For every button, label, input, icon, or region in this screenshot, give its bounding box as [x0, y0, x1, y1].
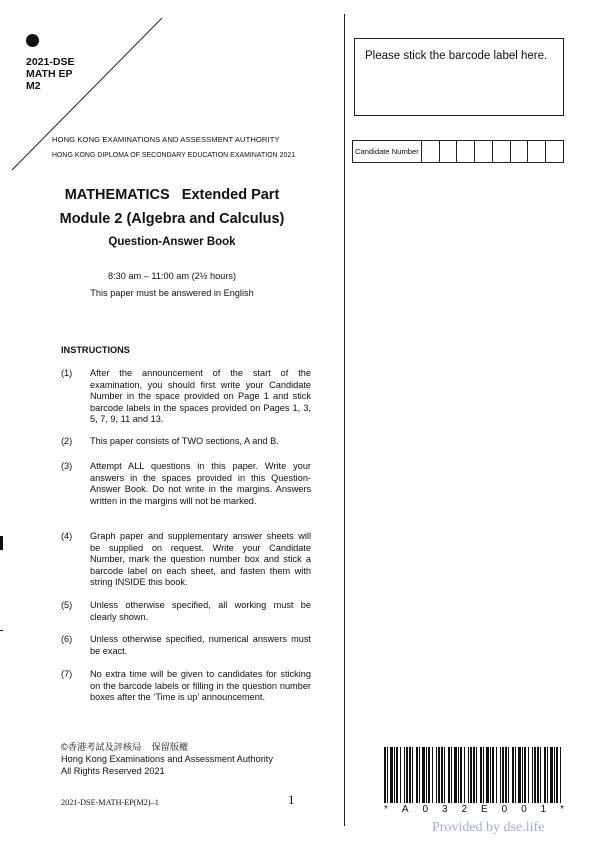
barcode-bar	[500, 747, 501, 803]
barcode-sticker-label: Please stick the barcode label here.	[365, 50, 548, 62]
barcode-bar	[451, 747, 452, 803]
exam-code-line: 2021-DSE	[26, 56, 75, 68]
barcode-bar	[524, 747, 526, 803]
barcode-bar	[460, 747, 462, 803]
instruction-text: Unless otherwise specified, numerical answers must be exact.	[90, 634, 311, 656]
instruction-item	[61, 669, 311, 704]
copyright-chinese: ©香港考試及評核局 保留版權	[61, 742, 189, 752]
barcode-bar	[390, 747, 393, 803]
barcode-bar	[404, 747, 405, 803]
barcode-char: E	[480, 804, 488, 815]
barcode-char: 1	[540, 804, 547, 815]
barcode-char: 0	[521, 804, 527, 815]
instruction-number: (5)	[61, 600, 73, 610]
diploma-name: HONG KONG DIPLOMA OF SECONDARY EDUCATION EXAMINATION 2021	[52, 152, 296, 159]
barcode-bar	[400, 747, 401, 803]
instruction-item	[61, 461, 311, 507]
barcode-bar	[464, 747, 465, 803]
barcode-char: 2	[461, 804, 468, 815]
barcode-bar	[518, 747, 521, 803]
barcode-bar	[512, 747, 514, 803]
barcode-bar	[394, 747, 395, 803]
authority-name: HONG KONG EXAMINATIONS AND ASSESSMENT AUTHORITY	[52, 135, 280, 144]
candidate-number-cell[interactable]	[546, 141, 563, 162]
barcode-bar	[532, 747, 533, 803]
candidate-number-label: Candidate Number	[353, 141, 422, 162]
candidate-number-box[interactable]	[352, 140, 564, 163]
footer-paper-code: 2021-DSE-MATH-EP(M2)–1	[61, 798, 159, 807]
candidate-number-cell[interactable]	[440, 141, 458, 162]
exam-code-line: MATH EP	[26, 68, 73, 80]
candidate-number-cell[interactable]	[493, 141, 511, 162]
instruction-number: (7)	[61, 669, 73, 679]
exam-code	[26, 56, 74, 92]
barcode-bar	[454, 747, 457, 803]
barcode-sticker-box	[354, 38, 564, 116]
barcode-text	[384, 804, 564, 815]
margin-mark	[0, 630, 3, 631]
barcode-bar	[468, 747, 469, 803]
page-number: 1	[288, 792, 295, 807]
exam-time: 8:30 am – 11:00 am (2½ hours)	[107, 271, 236, 281]
barcode-bar	[554, 747, 555, 803]
instruction-item	[61, 600, 311, 623]
barcode-bar	[416, 747, 418, 803]
barcode-char: 0	[422, 804, 429, 815]
barcode-bar	[428, 747, 430, 803]
candidate-number-cell[interactable]	[422, 141, 440, 162]
margin-mark	[0, 536, 3, 550]
barcode-bar	[540, 747, 541, 803]
barcode-bar	[522, 747, 523, 803]
barcode-bar	[436, 747, 437, 803]
barcode-bar	[537, 747, 539, 803]
instruction-text: Unless otherwise specified, all working must be clearly shown.	[90, 600, 311, 622]
barcode-bar	[502, 747, 504, 803]
instruction-item	[61, 634, 311, 657]
barcode-bar	[556, 747, 558, 803]
barcode-bar	[505, 747, 507, 803]
barcode-bar	[412, 747, 413, 803]
barcode-char: *	[384, 804, 388, 815]
barcode-bar	[490, 747, 491, 803]
candidate-number-cell[interactable]	[528, 141, 546, 162]
barcode-bar	[441, 747, 443, 803]
instruction-item	[61, 368, 311, 426]
paper-title: MATHEMATICS Extended Part	[64, 187, 280, 203]
instruction-item	[61, 531, 311, 589]
instruction-item	[61, 436, 311, 448]
barcode-bar	[409, 747, 411, 803]
barcode-bar	[426, 747, 427, 803]
barcode-bar	[550, 747, 553, 803]
instruction-number: (6)	[61, 634, 73, 644]
barcode-bar	[458, 747, 459, 803]
instruction-text: Graph paper and supplementary answer sheets will be supplied on request. Write your Candidate Number, mark the question number box and stick a barcode label on each sheet, and fasten them with string INSIDE this book.	[90, 531, 311, 588]
copyright-block	[61, 741, 273, 777]
copyright-authority: Hong Kong Examinations and Assessment Authority	[61, 754, 273, 764]
barcode-bar	[515, 747, 516, 803]
barcode-bar	[528, 747, 529, 803]
barcode-bar	[384, 747, 386, 803]
module-title: Module 2 (Algebra and Calculus)	[59, 211, 285, 227]
vertical-divider	[344, 14, 345, 826]
barcode-bar	[406, 747, 408, 803]
barcode-bar	[483, 747, 484, 803]
barcode-bar	[419, 747, 420, 803]
corner-dot	[26, 34, 39, 47]
barcode-bar	[560, 747, 561, 803]
barcode-bar	[496, 747, 497, 803]
barcode-bar	[486, 747, 489, 803]
watermark: Provided by dse.life	[432, 820, 545, 835]
barcode-bar	[480, 747, 482, 803]
book-title: Question-Answer Book	[108, 236, 236, 248]
instruction-number: (4)	[61, 531, 73, 541]
barcode-bar	[448, 747, 450, 803]
barcode-bar	[547, 747, 548, 803]
candidate-number-cell[interactable]	[511, 141, 529, 162]
copyright-rights: All Rights Reserved 2021	[61, 766, 165, 776]
barcode-image	[384, 747, 564, 803]
candidate-number-cell[interactable]	[457, 141, 475, 162]
instruction-text: This paper consists of TWO sections, A and B.	[90, 436, 279, 446]
instruction-number: (1)	[61, 368, 73, 378]
instruction-number: (2)	[61, 436, 73, 446]
barcode-char: A	[401, 804, 409, 815]
corner-diagonal-line	[0, 0, 344, 190]
barcode-bar	[396, 747, 398, 803]
barcode-bar	[444, 747, 445, 803]
candidate-number-cell[interactable]	[475, 141, 493, 162]
barcode-bar	[476, 747, 477, 803]
barcode-char: 3	[441, 804, 448, 815]
barcode-bar	[492, 747, 494, 803]
barcode-bar	[438, 747, 440, 803]
instruction-text: No extra time will be given to candidates for sticking on the barcode labels or filling in the question number boxes after the ‘Time is up’ announcement.	[90, 669, 311, 703]
barcode-bar	[470, 747, 472, 803]
exam-code-line: M2	[26, 80, 41, 92]
language-note: This paper must be answered in English	[90, 288, 254, 298]
instruction-text: After the announcement of the start of the examination, you should first write your Candidate Number in the space provided on Page 1 and stick barcode labels in the spaces provided on Pages 1, 3, 5, 7, 9, 11 and 13.	[90, 368, 311, 425]
barcode-bar	[387, 747, 388, 803]
instructions-heading: INSTRUCTIONS	[61, 345, 130, 355]
barcode-bar	[473, 747, 475, 803]
barcode-char: *	[560, 804, 564, 815]
barcode-bar	[534, 747, 536, 803]
barcode-bar	[508, 747, 509, 803]
instruction-text: Attempt ALL questions in this paper. Write your answers in the spaces provided in this Question-Answer Book. Do not write in the margins. Answers written in the margins will not be marked.	[90, 461, 311, 506]
barcode-bar	[544, 747, 546, 803]
instruction-number: (3)	[61, 461, 73, 471]
barcode-bar	[422, 747, 425, 803]
barcode-char: 0	[501, 804, 508, 815]
barcode-bar	[432, 747, 433, 803]
